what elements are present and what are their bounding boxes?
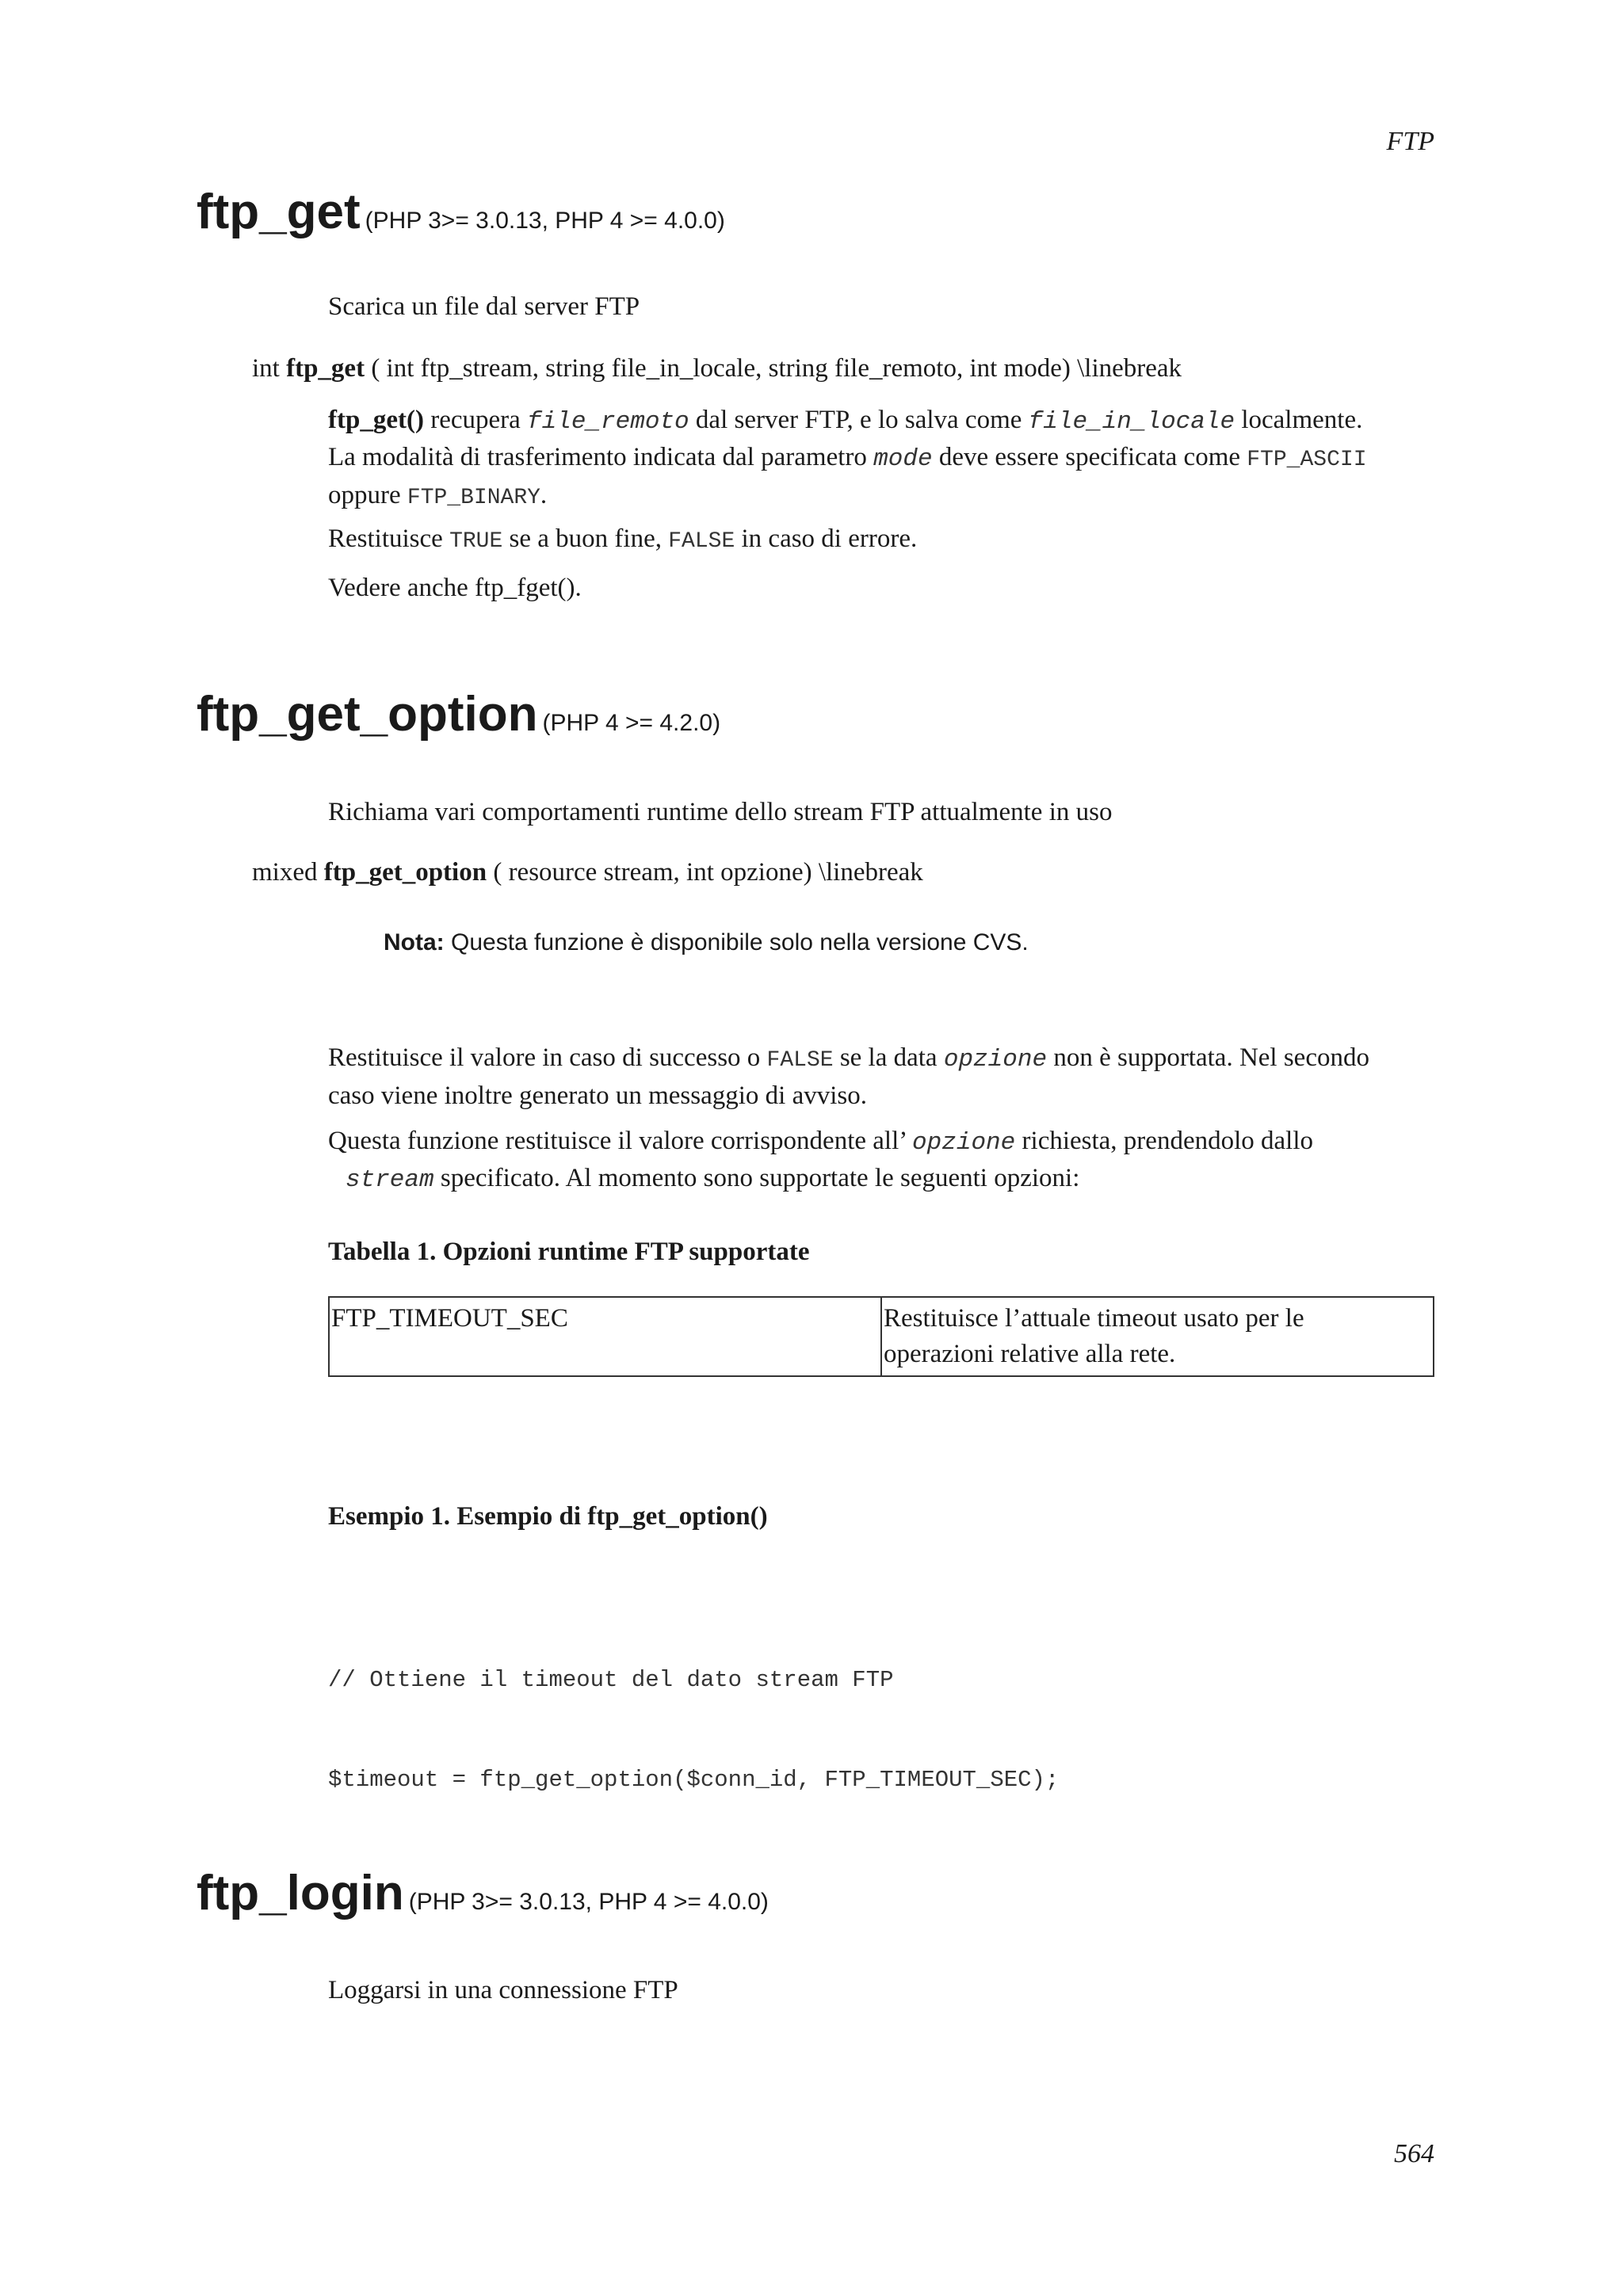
- text: dal server FTP, e lo salva come: [689, 406, 1029, 434]
- function-name: ftp_get_option: [197, 687, 538, 742]
- ftp-login-purpose: Loggarsi in una connessione FTP: [328, 1976, 678, 2004]
- text: specificato. Al momento sono supportate le seguenti opzioni:: [433, 1164, 1080, 1192]
- text: localmente.: [1235, 406, 1363, 434]
- param-mode: mode: [873, 445, 933, 473]
- function-name: ftp_login: [197, 1866, 404, 1920]
- option-description-cell: [881, 1297, 1434, 1376]
- desc-line: [328, 1123, 1438, 1161]
- note-label: Nota:: [384, 929, 445, 955]
- page-number: 564: [1394, 2139, 1434, 2168]
- cell-line: operazioni relative alla rete.: [884, 1340, 1176, 1368]
- options-table: [328, 1296, 1434, 1377]
- desc-line: [328, 1040, 1438, 1078]
- param-file-remoto: file_remoto: [527, 408, 689, 436]
- ftp-get-see-also: Vedere anche ftp_fget().: [328, 574, 582, 602]
- ftp-get-heading: [197, 184, 725, 240]
- param-opzione: opzione: [912, 1129, 1016, 1157]
- ftp-get-option-purpose: Richiama vari comportamenti runtime dello stream FTP attualmente in uso: [328, 798, 1113, 826]
- ftp-get-option-description-1: [328, 1040, 1438, 1114]
- return-type: mixed: [252, 858, 324, 887]
- desc-line: [328, 1161, 1438, 1198]
- ftp-get-option-heading: [197, 686, 720, 742]
- text: recupera: [423, 406, 528, 434]
- text: .: [540, 481, 548, 509]
- text: Restituisce il valore in caso di successo o: [328, 1043, 767, 1072]
- desc-line: caso viene inoltre generato un messaggio di avviso.: [328, 1081, 867, 1110]
- running-header: FTP: [1386, 127, 1434, 156]
- const-ftp-binary: FTP_BINARY: [407, 486, 540, 510]
- text: in caso di errore.: [735, 524, 918, 553]
- param-file-in-locale: file_in_locale: [1028, 408, 1235, 436]
- note: [384, 929, 1029, 956]
- ftp-get-synopsis: [252, 351, 1441, 387]
- const-ftp-ascii: FTP_ASCII: [1247, 448, 1367, 472]
- desc-line: [328, 402, 1438, 440]
- text: non è supportata. Nel secondo: [1047, 1043, 1369, 1072]
- function-ref: ftp_get(): [328, 406, 424, 434]
- desc-line: [328, 440, 1438, 478]
- return-type: int: [252, 354, 287, 383]
- const-false: FALSE: [668, 529, 735, 554]
- text: Questa funzione restituisce il valore corrispondente all’: [328, 1127, 913, 1155]
- text: deve essere specificata come: [932, 443, 1247, 471]
- code-line: $timeout = ftp_get_option($conn_id, FTP_TIMEOUT_SEC);: [328, 1767, 1060, 1793]
- text: se a buon fine,: [502, 524, 669, 553]
- function-version: (PHP 4 >= 4.2.0): [542, 710, 721, 736]
- ftp-get-purpose: Scarica un file dal server FTP: [328, 292, 640, 321]
- table-row: [329, 1297, 1434, 1376]
- text: richiesta, prendendolo dallo: [1015, 1127, 1313, 1155]
- function-name: ftp_get: [197, 185, 361, 239]
- param-stream: stream: [346, 1166, 434, 1194]
- synopsis-function-name: ftp_get_option: [323, 858, 487, 887]
- cell-line: Restituisce l’attuale timeout usato per le: [884, 1304, 1304, 1333]
- const-false: FALSE: [766, 1048, 834, 1073]
- text: La modalità di trasferimento indicata dal parametro: [328, 443, 874, 471]
- text: se la data: [833, 1043, 944, 1072]
- desc-line: [328, 478, 1438, 516]
- synopsis-args: ( int ftp_stream, string file_in_locale, string file_remoto, int mode) \linebreak: [365, 354, 1182, 383]
- synopsis-args: ( resource stream, int opzione) \linebreak: [487, 858, 923, 887]
- ftp-get-description-2: [328, 521, 1438, 559]
- option-cell: FTP_TIMEOUT_SEC: [329, 1297, 881, 1376]
- function-version: (PHP 3>= 3.0.13, PHP 4 >= 4.0.0): [408, 1889, 769, 1915]
- ftp-get-option-description-2: [328, 1123, 1438, 1198]
- function-version: (PHP 3>= 3.0.13, PHP 4 >= 4.0.0): [365, 208, 725, 234]
- note-text: Questa funzione è disponibile solo nella versione CVS.: [444, 929, 1029, 955]
- table-caption: Tabella 1. Opzioni runtime FTP supportate: [328, 1238, 810, 1266]
- const-true: TRUE: [449, 529, 503, 554]
- param-opzione: opzione: [943, 1046, 1048, 1074]
- ftp-get-description-1: [328, 402, 1438, 516]
- code-example: [328, 1597, 1059, 1830]
- synopsis-function-name: ftp_get: [286, 354, 365, 383]
- code-line: // Ottiene il timeout del dato stream FTP: [328, 1667, 894, 1693]
- ftp-login-heading: [197, 1865, 769, 1921]
- ftp-get-option-synopsis: [252, 855, 1441, 891]
- text: oppure: [328, 481, 407, 509]
- example-caption: Esempio 1. Esempio di ftp_get_option(): [328, 1502, 768, 1531]
- text: Restituisce: [328, 524, 450, 553]
